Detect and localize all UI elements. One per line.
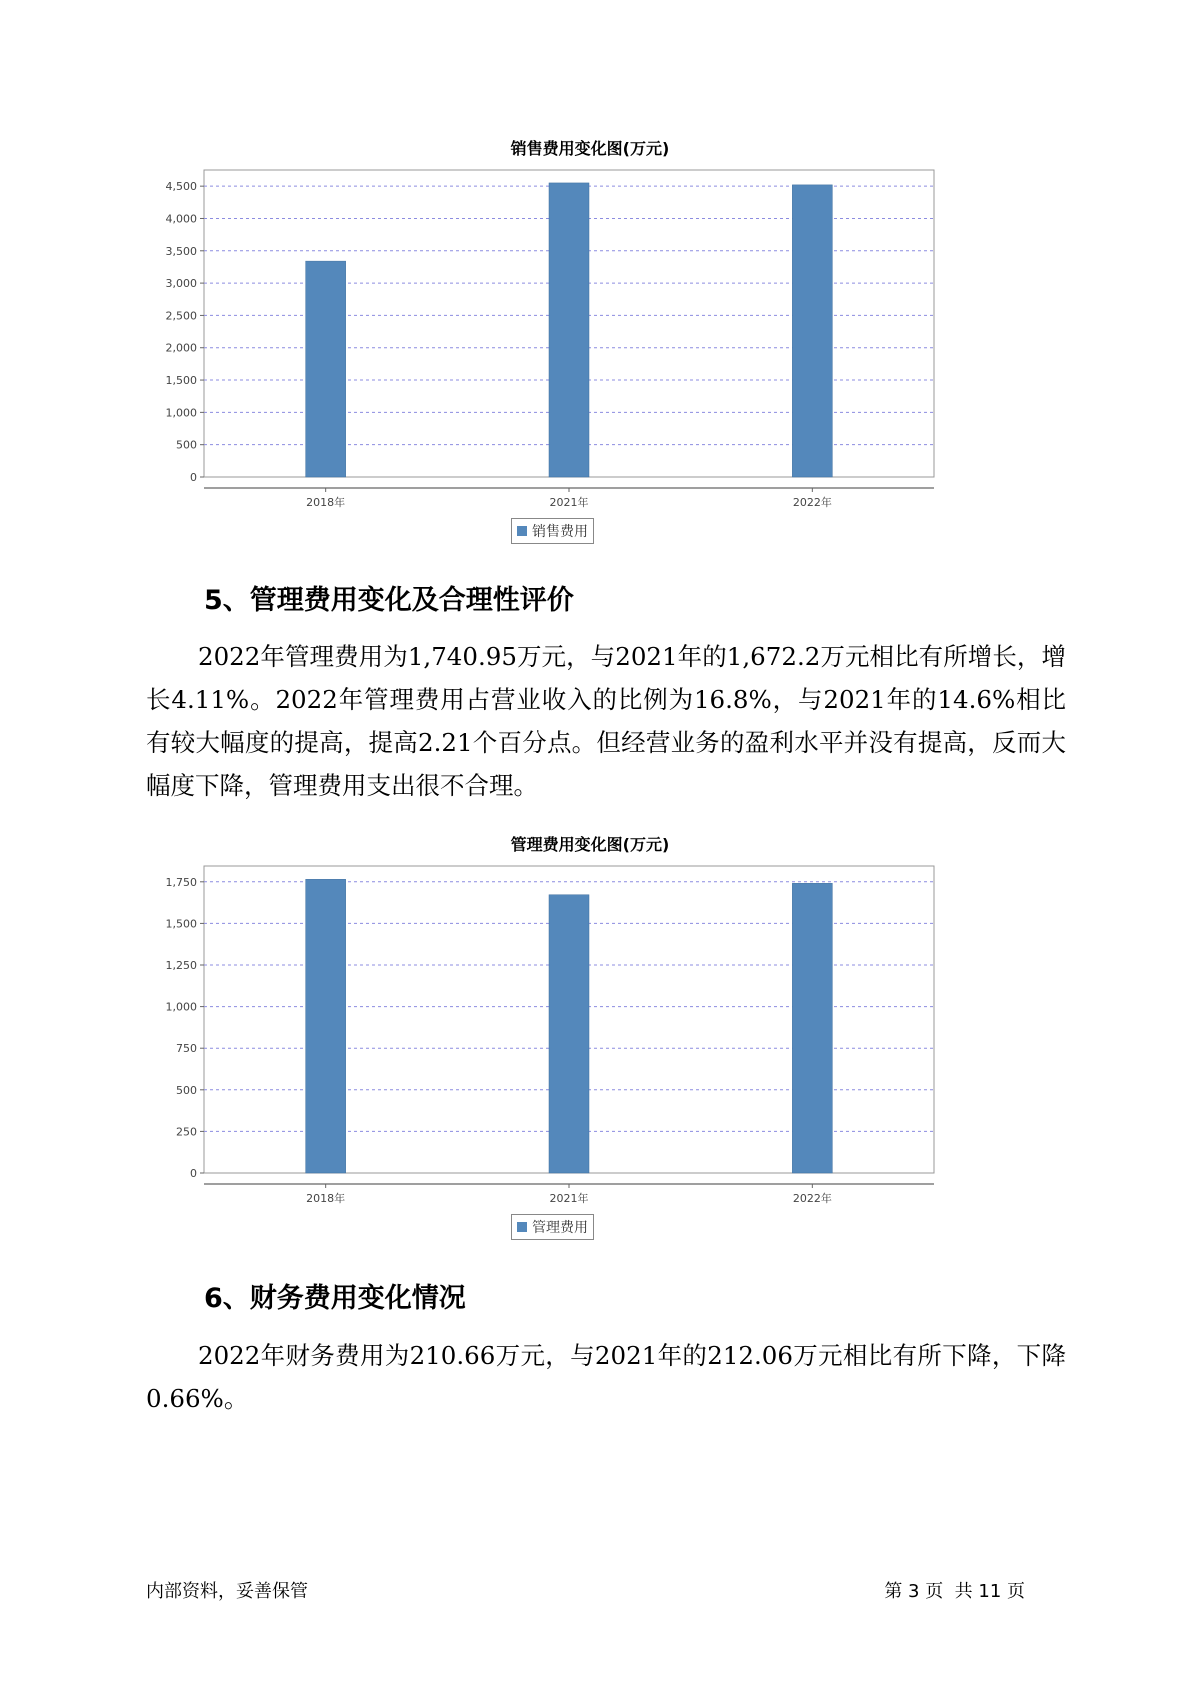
bar <box>549 895 589 1173</box>
y-tick-label: 750 <box>176 1042 197 1056</box>
legend-label: 管理费用 <box>532 1220 588 1236</box>
section-paragraph: 2022年管理费用为1,740.95万元，与2021年的1,672.2万元相比有所增长，增长4.11%。2022年管理费用占营业收入的比例为16.8%，与2021年的14.6%相比有较大幅度的提高，提高2.21个百分点。但经营业务的盈利水平并没有提高，反而大幅度下降，管理费用支出很不合理。 <box>146 642 1066 800</box>
y-tick-label: 2,000 <box>165 341 197 355</box>
y-tick-label: 1,500 <box>165 917 197 931</box>
y-tick-label: 250 <box>176 1125 197 1139</box>
y-tick-label: 0 <box>190 471 197 484</box>
bar <box>306 879 346 1173</box>
management-expense-chart-plot <box>150 866 1030 1246</box>
footer-confidential: 内部资料，妥善保管 <box>146 1581 308 1602</box>
bar <box>549 183 589 477</box>
section-paragraph: 2022年财务费用为210.66万元，与2021年的212.06万元相比有所下降，下降0.66%。 <box>146 1341 1066 1413</box>
chart-title: 销售费用变化图(万元) <box>510 139 670 158</box>
bar <box>792 883 832 1173</box>
bar <box>306 261 346 477</box>
y-tick-label: 1,000 <box>165 1000 197 1014</box>
y-tick-label: 1,500 <box>165 374 197 388</box>
y-tick-label: 4,500 <box>165 180 197 194</box>
legend-swatch <box>517 1222 527 1232</box>
bar <box>792 185 832 477</box>
x-tick-label: 2022年 <box>792 1192 832 1205</box>
y-tick-label: 0 <box>190 1167 197 1180</box>
chart-legend <box>511 1214 594 1240</box>
y-tick-label: 500 <box>176 438 197 452</box>
y-tick-label: 4,000 <box>165 212 197 226</box>
x-tick-label: 2018年 <box>306 496 346 509</box>
management-expense-chart <box>150 826 1030 1246</box>
y-tick-label: 1,750 <box>165 875 197 889</box>
x-tick-label: 2021年 <box>549 1192 589 1205</box>
x-tick-label: 2021年 <box>549 496 589 509</box>
legend-label: 销售费用 <box>532 524 588 540</box>
footer-page-number: 第 3 页 共 11 页 <box>884 1581 1025 1602</box>
chart-title: 管理费用变化图(万元) <box>510 835 670 854</box>
y-tick-label: 500 <box>176 1083 197 1097</box>
section-heading: 6、财务费用变化情况 <box>204 1283 466 1314</box>
chart-legend <box>511 518 594 544</box>
sales-expense-chart <box>150 130 1030 550</box>
sales-expense-chart-plot <box>150 170 1030 550</box>
x-tick-label: 2018年 <box>306 1192 346 1205</box>
y-tick-label: 3,500 <box>165 244 197 258</box>
y-tick-label: 2,500 <box>165 309 197 323</box>
y-tick-label: 3,000 <box>165 277 197 291</box>
y-tick-label: 1,000 <box>165 406 197 420</box>
x-tick-label: 2022年 <box>792 496 832 509</box>
y-tick-label: 1,250 <box>165 959 197 973</box>
section-heading: 5、管理费用变化及合理性评价 <box>204 585 574 616</box>
legend-swatch <box>517 526 527 536</box>
